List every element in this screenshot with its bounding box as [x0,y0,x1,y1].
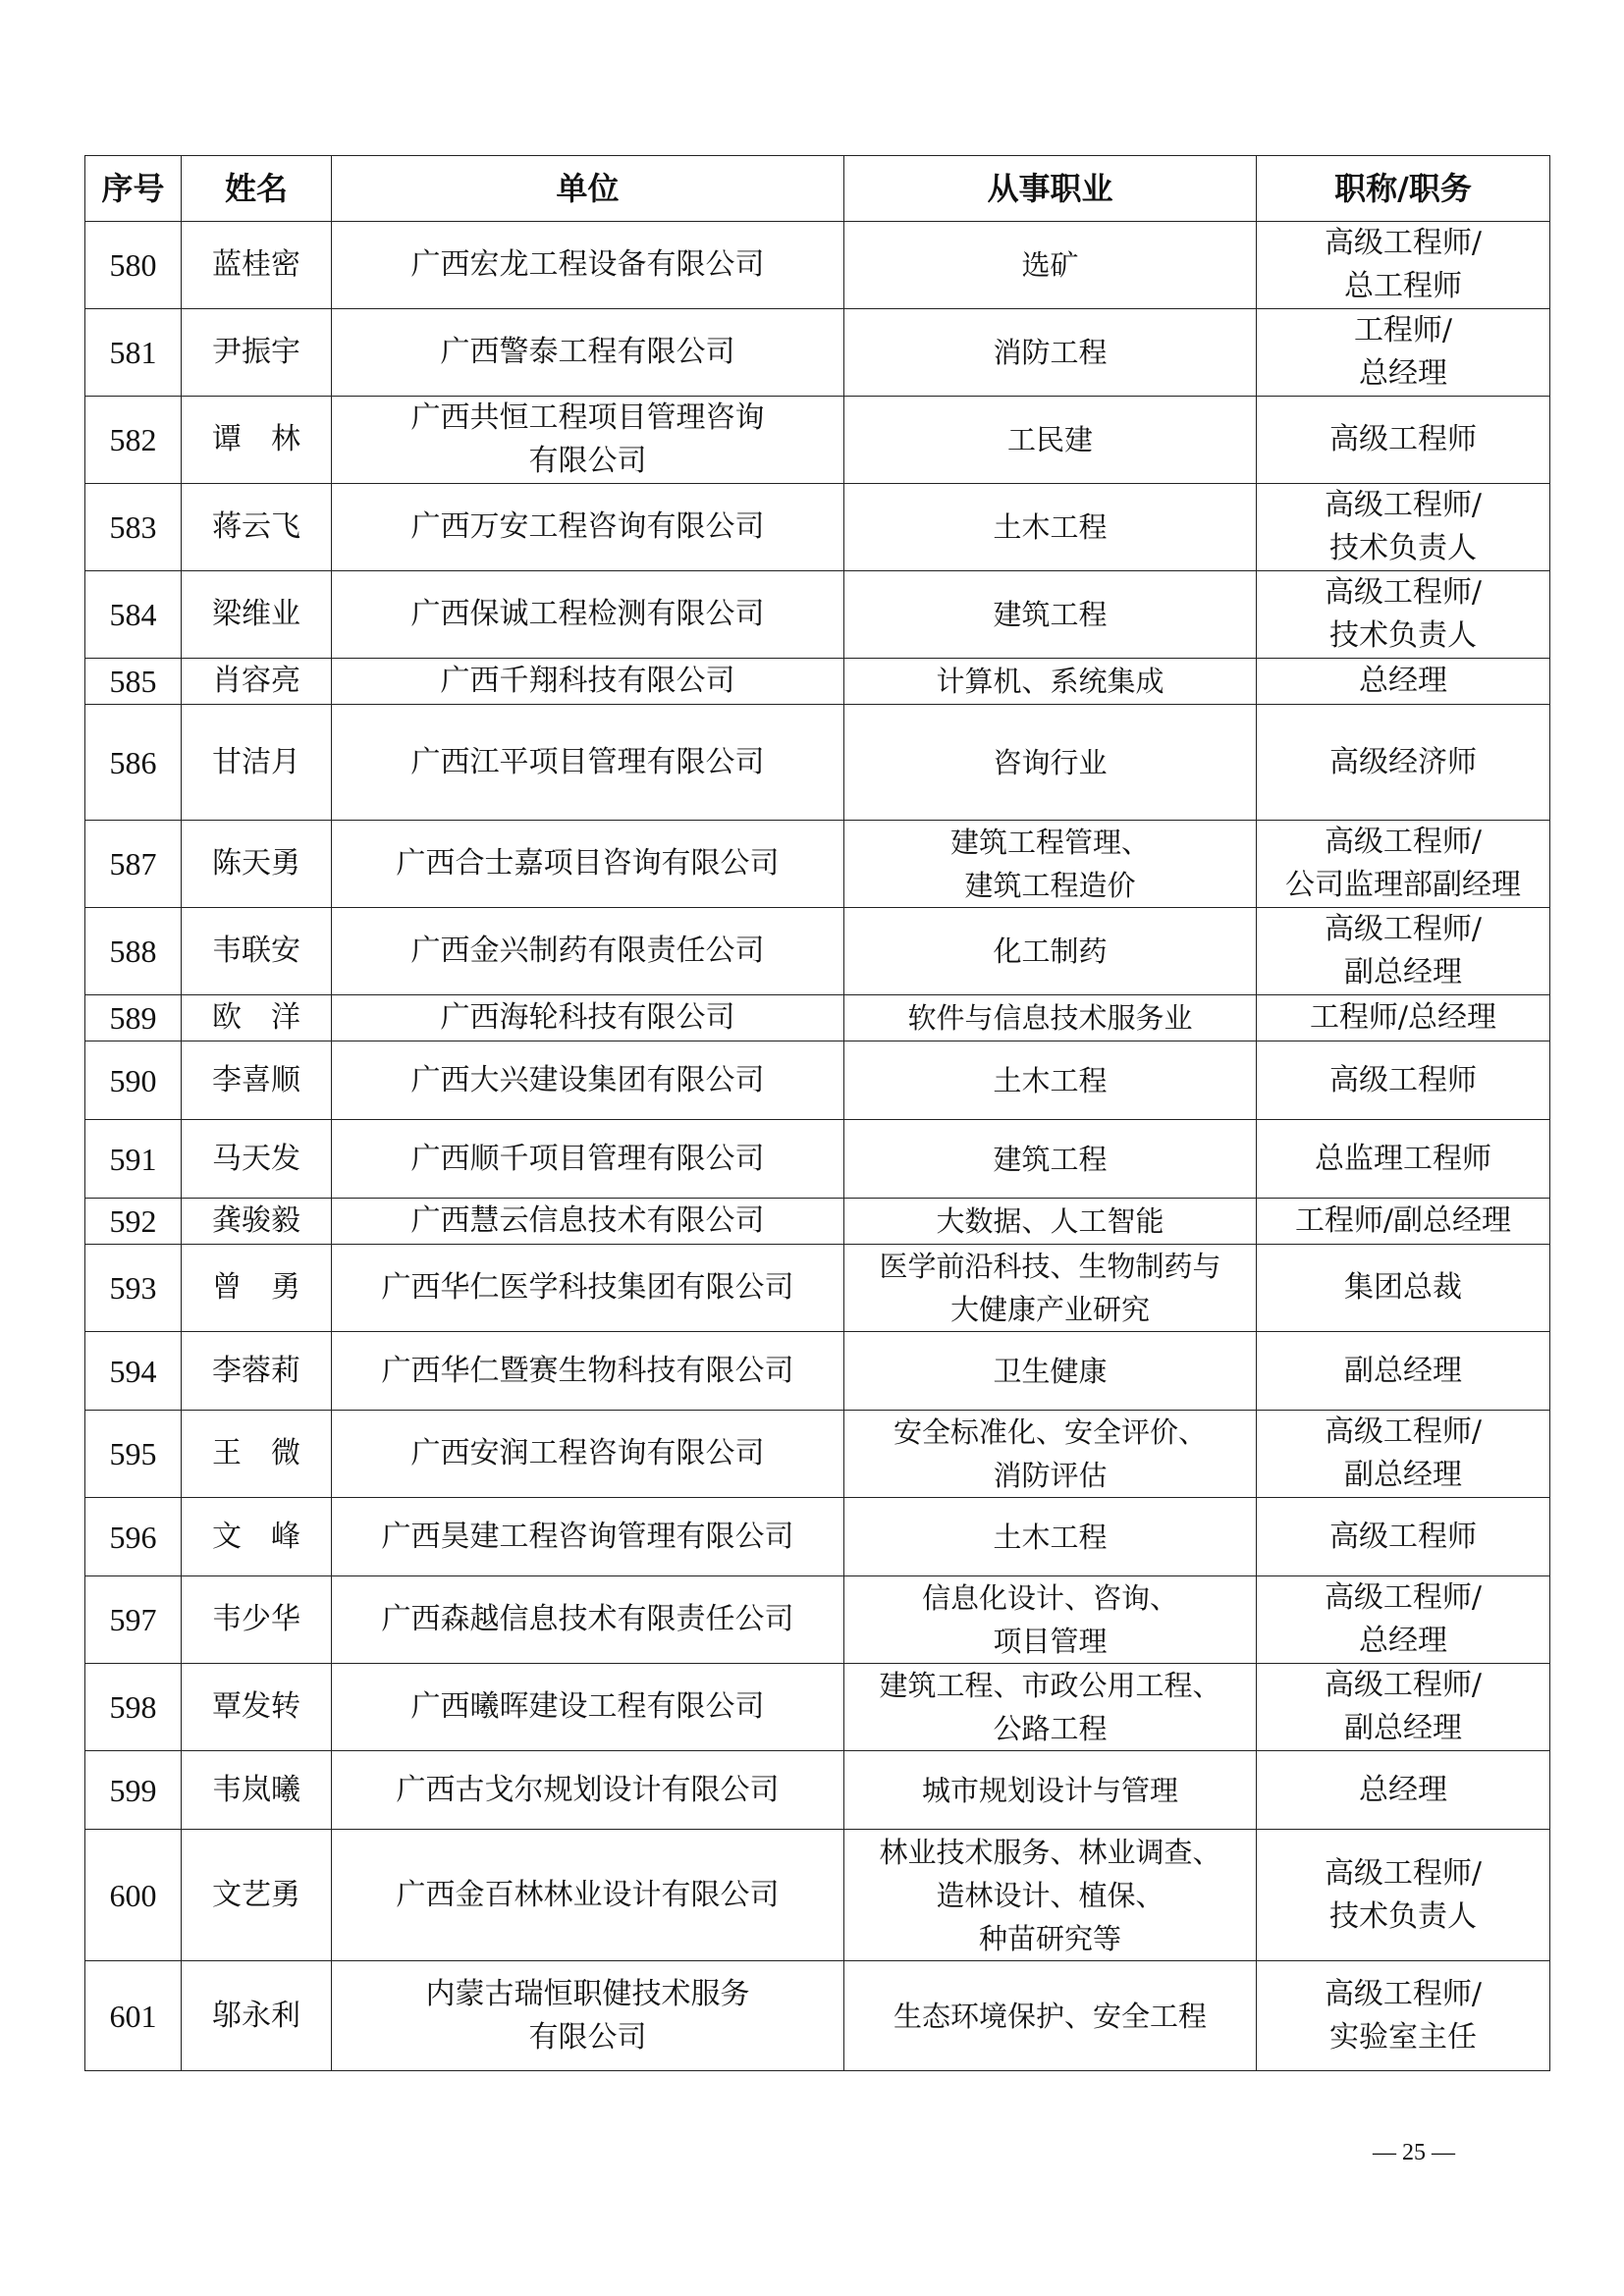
cell-no: 581 [85,309,182,397]
table-row [85,1751,1550,1830]
cell-title: 高级工程师 [1257,397,1550,484]
cell-title: 总经理 [1257,659,1550,705]
table-row [85,1199,1550,1245]
table-row [85,995,1550,1041]
cell-title: 高级工程师/ 副总经理 [1257,1664,1550,1751]
cell-no: 600 [85,1830,182,1961]
cell-unit: 广西曦晖建设工程有限公司 [332,1664,844,1751]
cell-no: 601 [85,1961,182,2071]
cell-unit: 广西宏龙工程设备有限公司 [332,222,844,309]
table-row [85,659,1550,705]
header-title: 职称/职务 [1257,156,1550,222]
cell-occupation: 安全标准化、安全评价、 消防评估 [844,1411,1257,1498]
cell-occupation: 城市规划设计与管理 [844,1751,1257,1830]
table-row [85,571,1550,659]
cell-unit: 广西森越信息技术有限责任公司 [332,1576,844,1664]
cell-name: 李蓉莉 [182,1332,332,1411]
cell-title: 高级工程师/ 总工程师 [1257,222,1550,309]
cell-unit: 广西大兴建设集团有限公司 [332,1041,844,1120]
table-row [85,1120,1550,1199]
page-number: — 25 — [1373,2140,1455,2165]
cell-name: 覃发转 [182,1664,332,1751]
cell-name: 王 微 [182,1411,332,1498]
table-row [85,908,1550,995]
cell-title: 总监理工程师 [1257,1120,1550,1199]
table-row [85,484,1550,571]
cell-unit: 广西华仁医学科技集团有限公司 [332,1245,844,1332]
cell-title: 高级工程师/ 副总经理 [1257,1411,1550,1498]
cell-no: 590 [85,1041,182,1120]
cell-occupation: 建筑工程、市政公用工程、 公路工程 [844,1664,1257,1751]
personnel-table [84,155,1550,2071]
table-row [85,1498,1550,1576]
cell-unit: 广西共恒工程项目管理咨询 有限公司 [332,397,844,484]
cell-occupation: 咨询行业 [844,705,1257,821]
cell-unit: 广西金兴制药有限责任公司 [332,908,844,995]
cell-unit: 广西千翔科技有限公司 [332,659,844,705]
cell-title: 工程师/总经理 [1257,995,1550,1041]
cell-title: 集团总裁 [1257,1245,1550,1332]
cell-unit: 内蒙古瑞恒职健技术服务 有限公司 [332,1961,844,2071]
cell-occupation: 建筑工程管理、 建筑工程造价 [844,821,1257,908]
cell-unit: 广西万安工程咨询有限公司 [332,484,844,571]
cell-occupation: 土木工程 [844,1041,1257,1120]
cell-no: 584 [85,571,182,659]
cell-occupation: 土木工程 [844,1498,1257,1576]
cell-occupation: 大数据、人工智能 [844,1199,1257,1245]
cell-unit: 广西慧云信息技术有限公司 [332,1199,844,1245]
cell-name: 文 峰 [182,1498,332,1576]
cell-unit: 广西金百林林业设计有限公司 [332,1830,844,1961]
cell-title: 高级工程师/ 公司监理部副经理 [1257,821,1550,908]
cell-name: 文艺勇 [182,1830,332,1961]
cell-occupation: 化工制药 [844,908,1257,995]
cell-occupation: 信息化设计、咨询、 项目管理 [844,1576,1257,1664]
cell-occupation: 消防工程 [844,309,1257,397]
cell-title: 工程师/ 总经理 [1257,309,1550,397]
cell-title: 高级经济师 [1257,705,1550,821]
cell-unit: 广西古戈尔规划设计有限公司 [332,1751,844,1830]
cell-no: 598 [85,1664,182,1751]
cell-occupation: 选矿 [844,222,1257,309]
cell-no: 583 [85,484,182,571]
table-row [85,1961,1550,2071]
cell-unit: 广西保诚工程检测有限公司 [332,571,844,659]
cell-no: 586 [85,705,182,821]
cell-no: 595 [85,1411,182,1498]
cell-no: 582 [85,397,182,484]
cell-occupation: 生态环境保护、安全工程 [844,1961,1257,2071]
cell-occupation: 工民建 [844,397,1257,484]
table-header-row [85,156,1550,222]
cell-no: 597 [85,1576,182,1664]
cell-name: 龚骏毅 [182,1199,332,1245]
table-row [85,1332,1550,1411]
cell-unit: 广西海轮科技有限公司 [332,995,844,1041]
cell-name: 韦联安 [182,908,332,995]
cell-no: 580 [85,222,182,309]
cell-title: 总经理 [1257,1751,1550,1830]
cell-unit: 广西华仁暨赛生物科技有限公司 [332,1332,844,1411]
cell-occupation: 卫生健康 [844,1332,1257,1411]
cell-name: 蓝桂密 [182,222,332,309]
cell-unit: 广西安润工程咨询有限公司 [332,1411,844,1498]
cell-unit: 广西顺千项目管理有限公司 [332,1120,844,1199]
cell-title: 高级工程师/ 实验室主任 [1257,1961,1550,2071]
table-row [85,309,1550,397]
cell-name: 邬永利 [182,1961,332,2071]
cell-occupation: 软件与信息技术服务业 [844,995,1257,1041]
header-occupation: 从事职业 [844,156,1257,222]
cell-name: 谭 林 [182,397,332,484]
table-row [85,1041,1550,1120]
table-row [85,705,1550,821]
cell-name: 尹振宇 [182,309,332,397]
cell-title: 高级工程师/ 副总经理 [1257,908,1550,995]
table-row [85,1664,1550,1751]
table-row [85,1830,1550,1961]
cell-no: 591 [85,1120,182,1199]
cell-unit: 广西合士嘉项目咨询有限公司 [332,821,844,908]
cell-name: 韦岚曦 [182,1751,332,1830]
cell-title: 高级工程师/ 技术负责人 [1257,484,1550,571]
table-row [85,222,1550,309]
table-row [85,821,1550,908]
header-unit: 单位 [332,156,844,222]
cell-occupation: 林业技术服务、林业调查、 造林设计、植保、 种苗研究等 [844,1830,1257,1961]
table-row [85,1576,1550,1664]
cell-name: 甘洁月 [182,705,332,821]
header-no: 序号 [85,156,182,222]
cell-name: 梁维业 [182,571,332,659]
cell-no: 587 [85,821,182,908]
cell-unit: 广西警泰工程有限公司 [332,309,844,397]
cell-unit: 广西江平项目管理有限公司 [332,705,844,821]
cell-no: 592 [85,1199,182,1245]
cell-no: 599 [85,1751,182,1830]
cell-name: 欧 洋 [182,995,332,1041]
cell-name: 李喜顺 [182,1041,332,1120]
table-row [85,397,1550,484]
cell-no: 585 [85,659,182,705]
cell-title: 高级工程师/ 技术负责人 [1257,1830,1550,1961]
cell-occupation: 医学前沿科技、生物制药与 大健康产业研究 [844,1245,1257,1332]
cell-no: 588 [85,908,182,995]
cell-name: 曾 勇 [182,1245,332,1332]
cell-title: 高级工程师/ 技术负责人 [1257,571,1550,659]
cell-occupation: 计算机、系统集成 [844,659,1257,705]
cell-no: 596 [85,1498,182,1576]
cell-name: 马天发 [182,1120,332,1199]
cell-no: 594 [85,1332,182,1411]
header-name: 姓名 [182,156,332,222]
cell-name: 肖容亮 [182,659,332,705]
cell-title: 高级工程师/ 总经理 [1257,1576,1550,1664]
cell-occupation: 建筑工程 [844,1120,1257,1199]
cell-occupation: 土木工程 [844,484,1257,571]
cell-title: 高级工程师 [1257,1041,1550,1120]
cell-occupation: 建筑工程 [844,571,1257,659]
cell-unit: 广西昊建工程咨询管理有限公司 [332,1498,844,1576]
cell-name: 陈天勇 [182,821,332,908]
cell-no: 593 [85,1245,182,1332]
table-row [85,1245,1550,1332]
cell-title: 副总经理 [1257,1332,1550,1411]
cell-no: 589 [85,995,182,1041]
cell-title: 高级工程师 [1257,1498,1550,1576]
cell-title: 工程师/副总经理 [1257,1199,1550,1245]
cell-name: 韦少华 [182,1576,332,1664]
cell-name: 蒋云飞 [182,484,332,571]
table-row [85,1411,1550,1498]
